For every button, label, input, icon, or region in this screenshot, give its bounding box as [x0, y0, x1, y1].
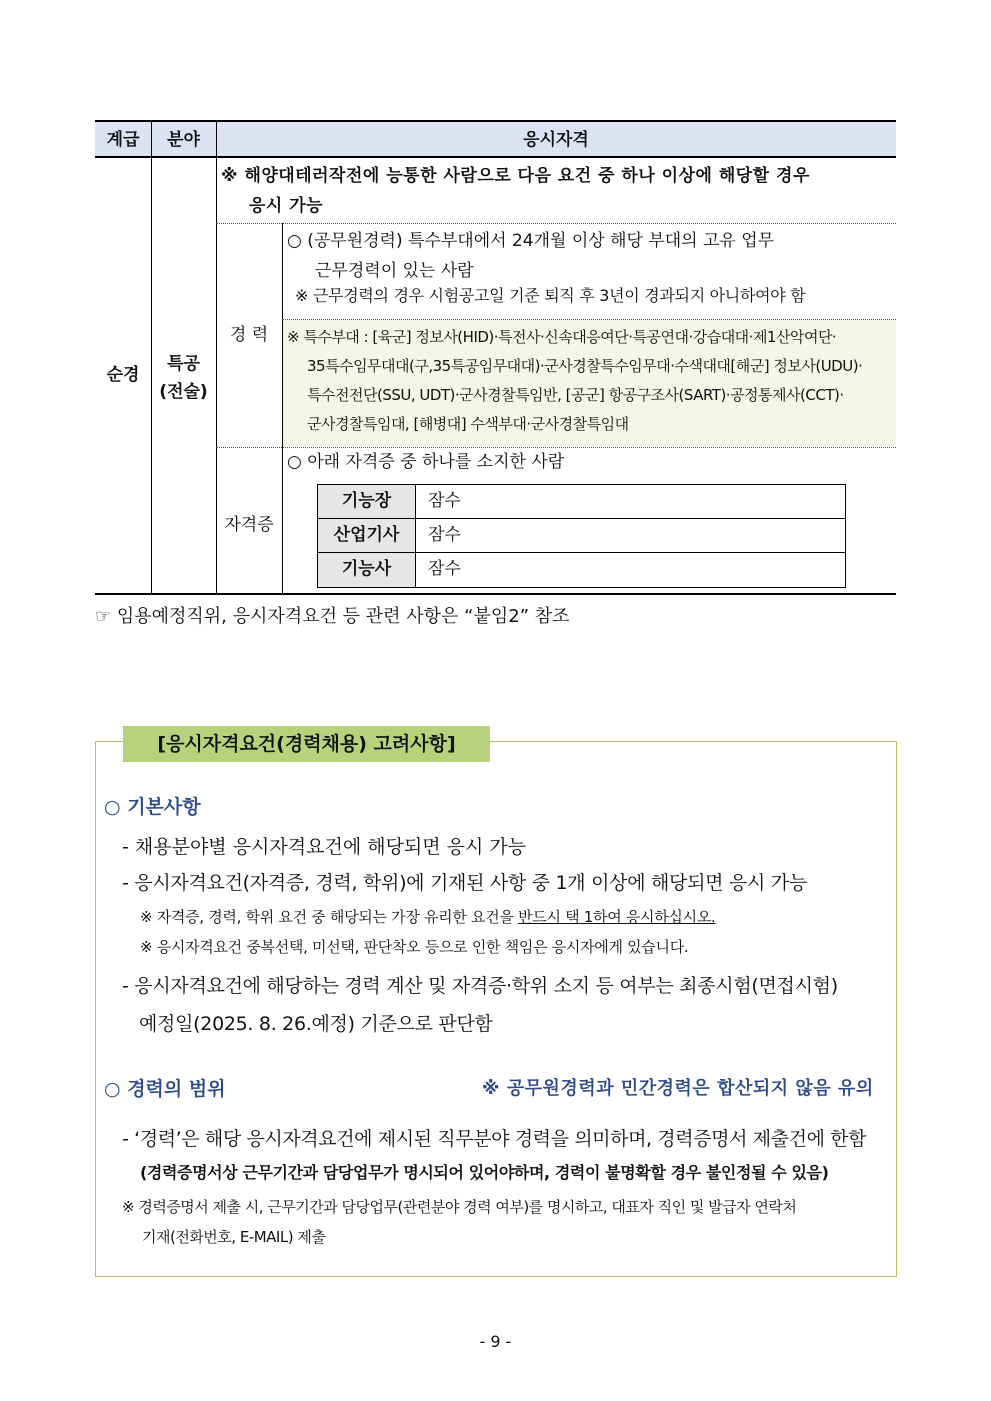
basic-item3 [122, 969, 838, 1041]
special-units-line1: ※ 특수부대 : [육군] 정보사(HID)·특전사·신속대응여단·특공연대·강습대대·제1산악여단· [287, 328, 837, 346]
career-requirement [287, 226, 774, 286]
career-scope-item1: - ‘경력’은 해당 응시자격요건에 제시된 직무분야 경력을 의미하며, 경력증명서 제출건에 한함 [122, 1128, 867, 1150]
considerations-title: [응시자격요건(경력채용) 고려사항] [123, 726, 490, 762]
cert-grade: 산업기사 [318, 519, 416, 552]
rank-cell: 순경 [106, 365, 140, 385]
cert-name: 잠수 [428, 559, 461, 579]
reference-note: ☞ 임용예정직위, 응시자격요건 등 관련 사항은 “붙임2” 참조 [95, 606, 570, 627]
career-scope-item1-bold: (경력증명서상 근무기간과 담당업무가 명시되어 있어야하며, 경력이 불명확할 경우 불인정될 수 있음) [140, 1163, 829, 1182]
career-req-line2: 근무경력이 있는 사람 [315, 261, 474, 281]
special-units-note [287, 323, 862, 439]
cert-name: 잠수 [428, 491, 461, 511]
career-note: ※ 근무경력의 경우 시험공고일 기준 퇴직 후 3년이 경과되지 아니하여야 함 [295, 286, 806, 305]
cert-label: 자격증 [224, 515, 274, 535]
basic-item1: - 채용분야별 응시자격요건에 해당되면 응시 가능 [122, 836, 527, 858]
career-scope-note [122, 1193, 796, 1251]
header-field: 분야 [167, 130, 200, 150]
field-cell [151, 350, 216, 406]
career-scope-warning: ※ 공무원경력과 민간경력은 합산되지 않음 유의 [482, 1078, 874, 1099]
basic-heading: ○ 기본사항 [104, 796, 201, 818]
cert-requirement: ○ 아래 자격증 중 하나를 소지한 사람 [287, 452, 565, 472]
cert-table [317, 484, 846, 588]
basic-note1 [140, 903, 715, 931]
top-note [221, 161, 810, 221]
special-units-line4: 군사경찰특임대, [해병대] 수색부대·군사경찰특임대 [307, 415, 629, 433]
basic-note1-text: ※ 자격증, 경력, 학위 요건 중 해당되는 가장 유리한 요건을 [140, 908, 519, 926]
page-number: - 9 - [479, 1332, 512, 1351]
career-scope-note-line1: ※ 경력증명서 제출 시, 근무기간과 담당업무(관련분야 경력 여부)를 명시하고, 대표자 직인 및 발급자 연락처 [122, 1198, 797, 1216]
career-label: 경 력 [229, 325, 269, 345]
basic-item3-line1: - 응시자격요건에 해당하는 경력 계산 및 자격증·학위 소지 등 여부는 최종시험(면접시험) [122, 975, 838, 997]
career-req-line1: ○ (공무원경력) 특수부대에서 24개월 이상 해당 부대의 고유 업무 [287, 231, 775, 251]
field-line1: 특공 [167, 354, 200, 374]
basic-note1-underlined: 반드시 택 1하여 응시하십시오. [518, 908, 716, 926]
top-note-line1: ※ 해양대테러작전에 능통한 사람으로 다음 요건 중 하나 이상에 해당할 경우 [221, 166, 810, 186]
basic-item3-line2: 예정일(2025. 8. 26.예정) 기준으로 판단함 [139, 1013, 493, 1035]
qualification-table [95, 120, 896, 594]
cert-row [318, 519, 845, 553]
special-units-line3: 특수전전단(SSU, UDT)·군사경찰특임반, [공군] 항공구조사(SART)·공정통제사(CCT)· [307, 386, 844, 404]
header-qualification: 응시자격 [523, 130, 589, 150]
career-scope-heading: ○ 경력의 범위 [104, 1078, 226, 1100]
career-scope-note-line2: 기재(전화번호, E-MAIL) 제출 [142, 1228, 326, 1246]
basic-note2: ※ 응시자격요건 중복선택, 미선택, 판단착오 등으로 인한 책임은 응시자에게 있습니다. [140, 938, 689, 956]
top-note-line2: 응시 가능 [249, 196, 324, 216]
cert-grade: 기능장 [318, 485, 416, 518]
cert-name: 잠수 [428, 525, 461, 545]
basic-item2: - 응시자격요건(자격증, 경력, 학위)에 기재된 사항 중 1개 이상에 해당되면 응시 가능 [122, 872, 807, 894]
cert-grade: 기능사 [318, 553, 416, 587]
special-units-line2: 35특수임무대대(구,35특공임무대대)·군사경찰특수임무대·수색대대[해군] 정보사(UDU)· [307, 357, 863, 375]
cert-row [318, 553, 845, 587]
cert-row [318, 485, 845, 519]
header-rank: 계급 [106, 130, 140, 150]
field-line2: (전술) [159, 382, 208, 402]
